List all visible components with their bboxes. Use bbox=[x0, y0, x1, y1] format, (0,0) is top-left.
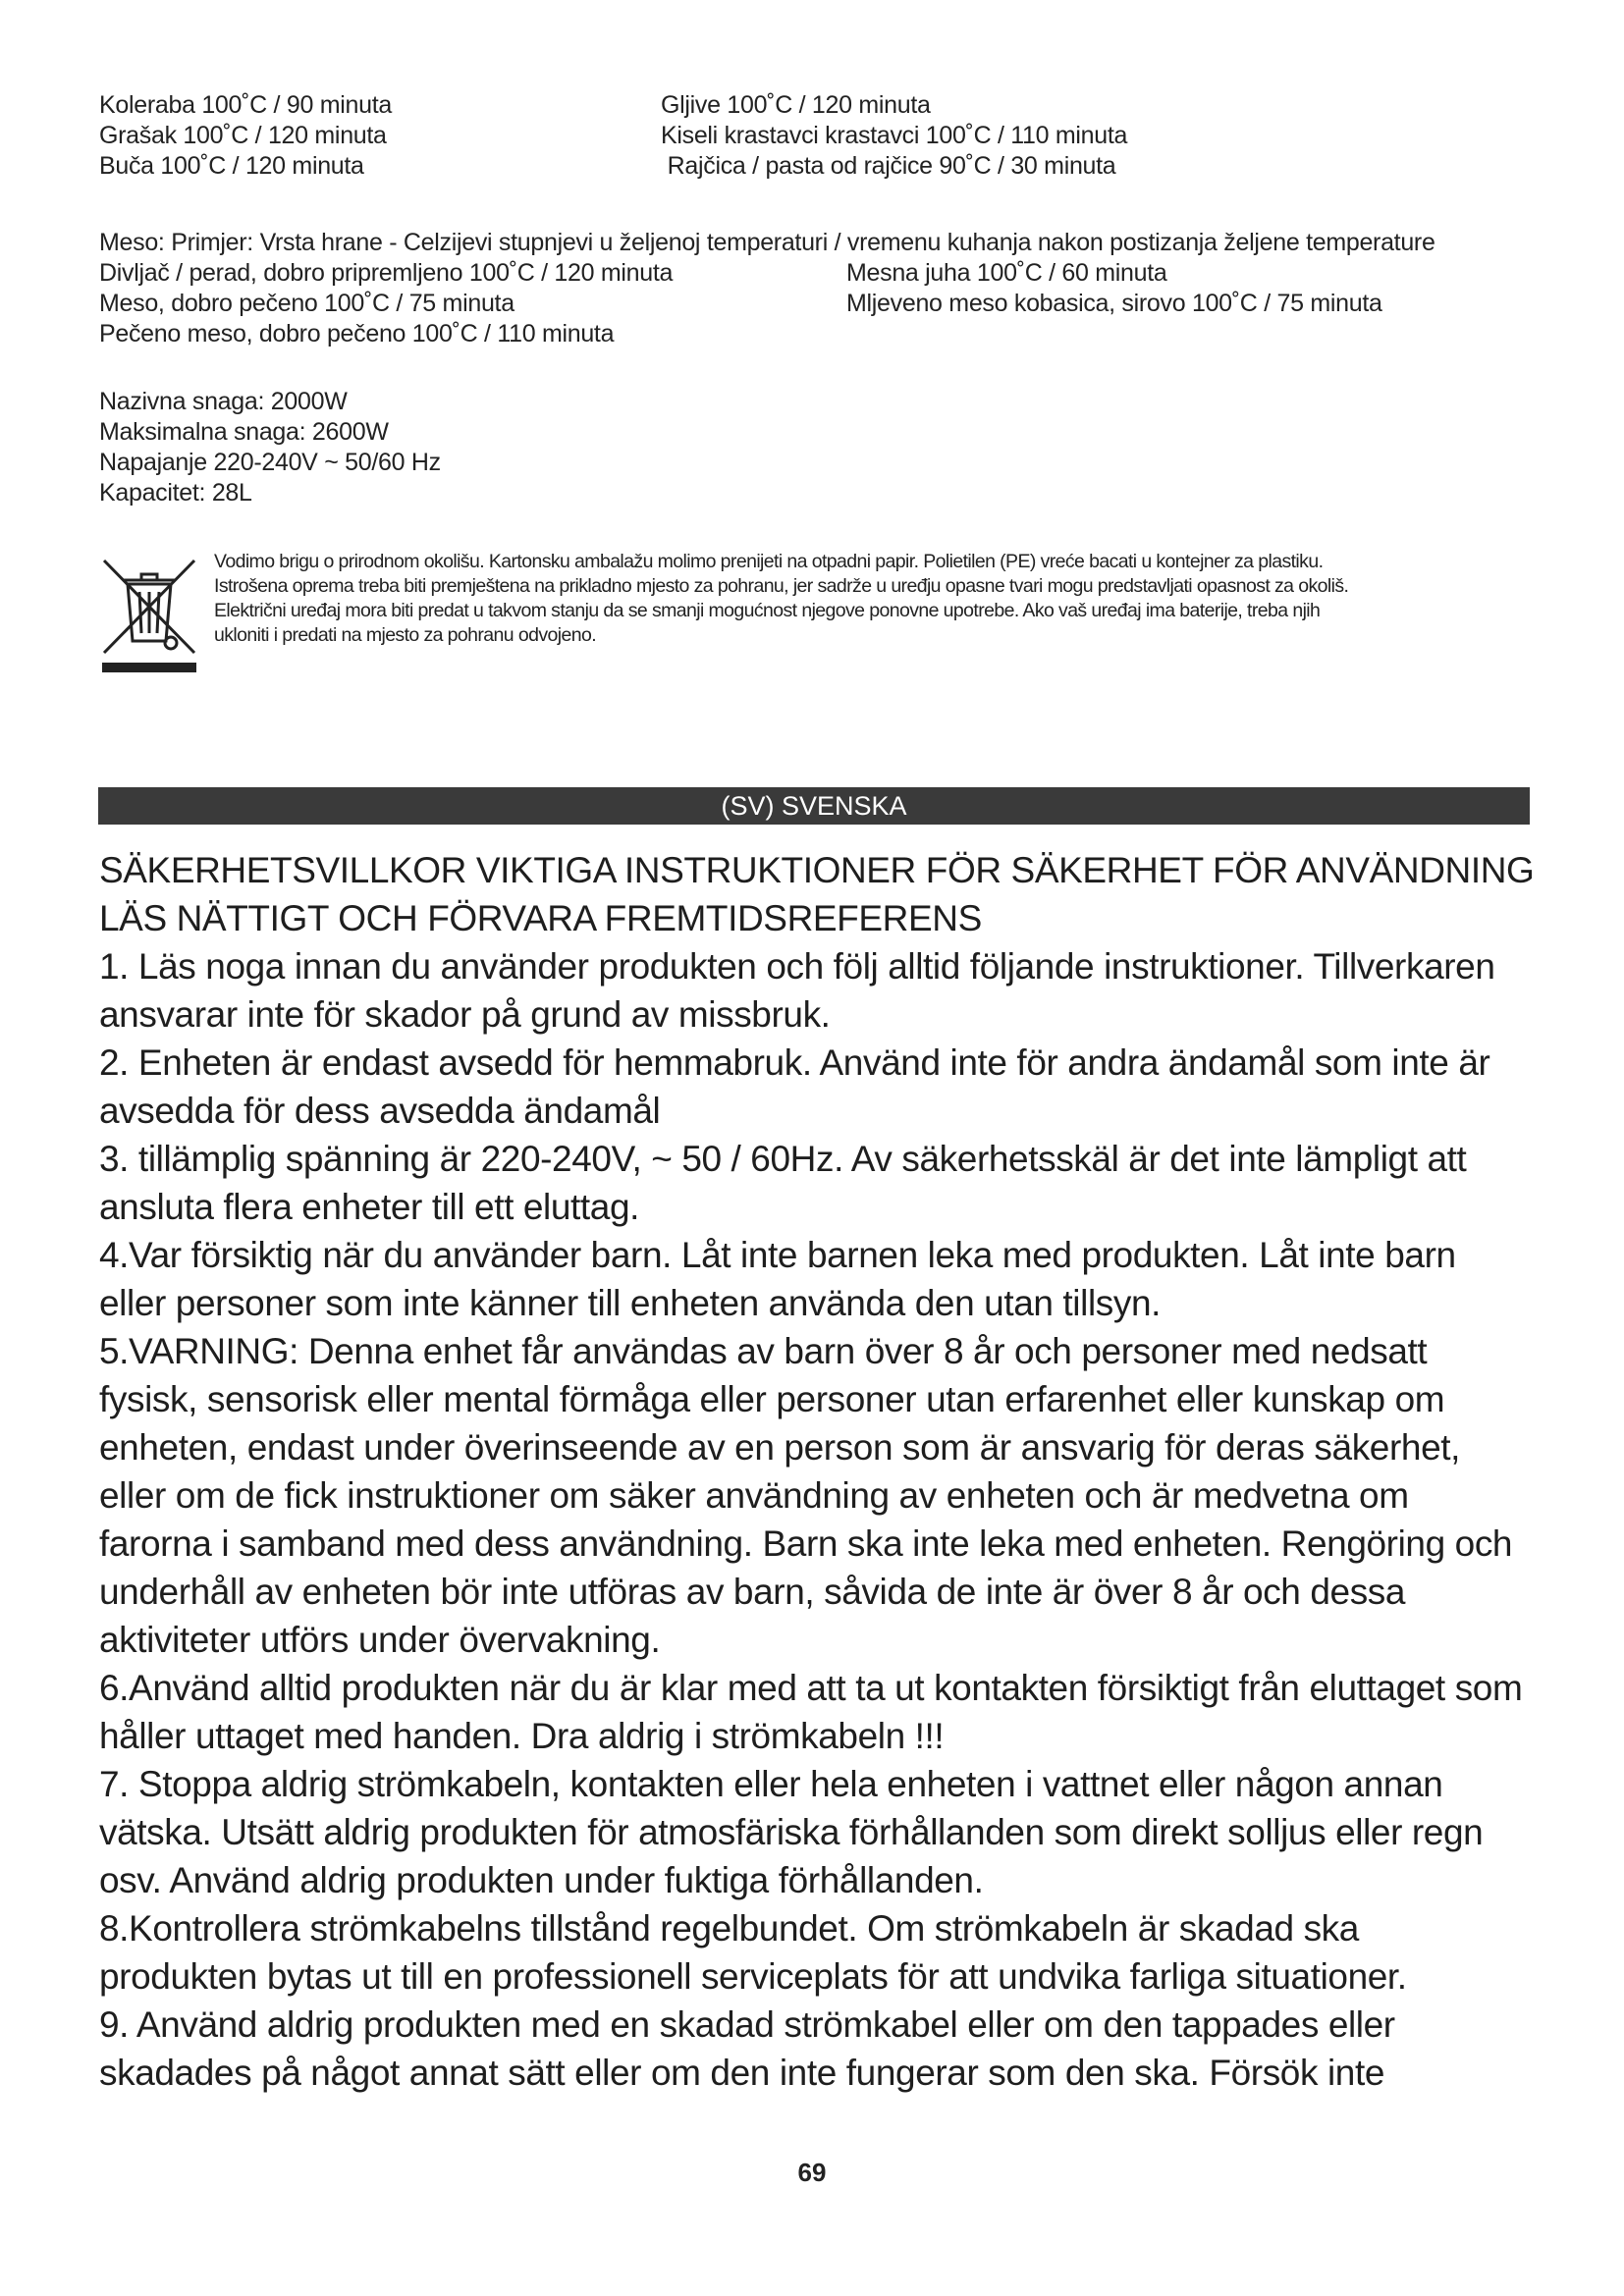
text-line: skadades på något annat sätt eller om den inte fungerar som den ska. Försök inte bbox=[99, 2053, 1385, 2093]
text-line: 3. tillämplig spänning är 220-240V, ~ 50 / 60Hz. Av säkerhetsskäl är det inte lämpligt att bbox=[99, 1139, 1467, 1179]
text-line: eller personer som inte känner till enheten använda den utan tillsyn. bbox=[99, 1283, 1162, 1323]
meat-row bbox=[99, 289, 1533, 319]
meat-section bbox=[99, 228, 1533, 349]
text-line: ansvarar inte för skador på grund av missbruk. bbox=[99, 994, 831, 1035]
text-line: fysisk, sensorisk eller mental förmåga eller personer utan erfarenhet eller kunskap om bbox=[99, 1379, 1445, 1419]
technical-specs bbox=[99, 387, 441, 508]
text-line: håller uttaget med handen. Dra aldrig i strömkabeln !!! bbox=[99, 1716, 945, 1756]
weee-disposal-notice bbox=[214, 550, 1569, 648]
text-line: 1. Läs noga innan du använder produkten och följ alltid följande instruktioner. Tillverkaren bbox=[99, 946, 1495, 987]
list-item: Buča 100˚C / 120 minuta bbox=[99, 152, 364, 180]
list-item: Kiseli krastavci krastavci 100˚C / 110 minuta bbox=[661, 122, 1128, 149]
text-line: produkten bytas ut till en professionell serviceplats för att undvika farliga situationer. bbox=[99, 1956, 1407, 1997]
notice-line: Vodimo brigu o prirodnom okolišu. Kartonsku ambalažu molimo prenijeti na otpadni papir. Polietilen (PE) vreće bacati u kontejner za plastiku. bbox=[214, 551, 1324, 572]
text-line: LÄS NÄTTIGT OCH FÖRVARA FREMTIDSREFERENS bbox=[99, 898, 982, 938]
notice-line: Istrošena oprema treba biti premještena na prikladno mjesto za pohranu, jer sadrže u uređju opasne tvari mogu predstavljati opasnost za okoliš. bbox=[214, 575, 1349, 597]
meat-row bbox=[99, 258, 1533, 289]
text-line: farorna i samband med dess användning. Barn ska inte leka med enheten. Rengöring och bbox=[99, 1523, 1513, 1564]
notice-line: ukloniti i predati na mjesto za pohranu odvojeno. bbox=[214, 624, 597, 646]
vegetable-list-right bbox=[661, 90, 1127, 182]
meat-intro: Meso: Primjer: Vrsta hrane - Celzijevi stupnjevi u željenoj temperaturi / vremenu kuhanja nakon postizanja željene temperature bbox=[99, 229, 1435, 256]
text-line: avsedda för dess avsedda ändamål bbox=[99, 1091, 661, 1131]
text-line: underhåll av enheten bör inte utföras av barn, såvida de inte är över 8 år och dessa bbox=[99, 1572, 1406, 1612]
text-line: 2. Enheten är endast avsedd för hemmabruk. Använd inte för andra ändamål som inte är bbox=[99, 1042, 1490, 1083]
vegetable-list-left bbox=[99, 90, 392, 182]
section-banner: (SV) SVENSKA bbox=[98, 787, 1530, 825]
text-line: 9. Använd aldrig produkten med en skadad strömkabel eller om den tappades eller bbox=[99, 2004, 1395, 2045]
list-item: Grašak 100˚C / 120 minuta bbox=[99, 122, 387, 149]
crossed-out-wheelie-bin-icon bbox=[98, 555, 200, 674]
spec-max-power: Maksimalna snaga: 2600W bbox=[99, 418, 389, 446]
text-line: 5.VARNING: Denna enhet får användas av barn över 8 år och personer med nedsatt bbox=[99, 1331, 1428, 1371]
text-line: 7. Stoppa aldrig strömkabeln, kontakten eller hela enheten i vattnet eller någon annan bbox=[99, 1764, 1443, 1804]
text-line: vätska. Utsätt aldrig produkten för atmosfäriska förhållanden som direkt solljus eller regn bbox=[99, 1812, 1484, 1852]
text-line: SÄKERHETSVILLKOR VIKTIGA INSTRUKTIONER FÖR SÄKERHET FÖR ANVÄNDNING bbox=[99, 850, 1535, 890]
meat-item: Pečeno meso, dobro pečeno 100˚C / 110 minuta bbox=[99, 320, 615, 347]
list-item: Koleraba 100˚C / 90 minuta bbox=[99, 91, 392, 119]
text-line: 4.Var försiktig när du använder barn. Låt inte barnen leka med produkten. Låt inte barn bbox=[99, 1235, 1456, 1275]
notice-line: Električni uređaj mora biti predat u takvom stanju da se smanji mogućnost njegove ponovne upotrebe. Ako vaš uređaj ima baterije, treba njih bbox=[214, 600, 1321, 621]
text-line: enheten, endast under överinseende av en person som är ansvarig för deras säkerhet, bbox=[99, 1427, 1461, 1468]
spec-capacity: Kapacitet: 28L bbox=[99, 479, 252, 507]
meat-item: Meso, dobro pečeno 100˚C / 75 minuta bbox=[99, 290, 514, 317]
swedish-safety-instructions bbox=[99, 846, 1543, 2097]
spec-power-supply: Napajanje 220-240V ~ 50/60 Hz bbox=[99, 449, 441, 476]
list-item: Rajčica / pasta od rajčice 90˚C / 30 minuta bbox=[661, 152, 1116, 180]
text-line: ansluta flera enheter till ett eluttag. bbox=[99, 1187, 640, 1227]
spec-rated-power: Nazivna snaga: 2000W bbox=[99, 388, 348, 415]
text-line: 8.Kontrollera strömkabelns tillstånd regelbundet. Om strömkabeln är skadad ska bbox=[99, 1908, 1359, 1949]
list-item: Gljive 100˚C / 120 minuta bbox=[661, 91, 931, 119]
meat-item: Mesna juha 100˚C / 60 minuta bbox=[846, 259, 1167, 287]
text-line: eller om de fick instruktioner om säker användning av enheten och är medvetna om bbox=[99, 1475, 1409, 1516]
meat-item: Divljač / perad, dobro pripremljeno 100˚C / 120 minuta bbox=[99, 259, 674, 287]
text-line: aktiviteter utförs under övervakning. bbox=[99, 1620, 661, 1660]
meat-item: Mljeveno meso kobasica, sirovo 100˚C / 75 minuta bbox=[846, 290, 1382, 317]
page-number: 69 bbox=[797, 2158, 827, 2187]
text-line: osv. Använd aldrig produkten under fuktiga förhållanden. bbox=[99, 1860, 984, 1900]
text-line: 6.Använd alltid produkten när du är klar med att ta ut kontakten försiktigt från eluttaget som bbox=[99, 1668, 1523, 1708]
